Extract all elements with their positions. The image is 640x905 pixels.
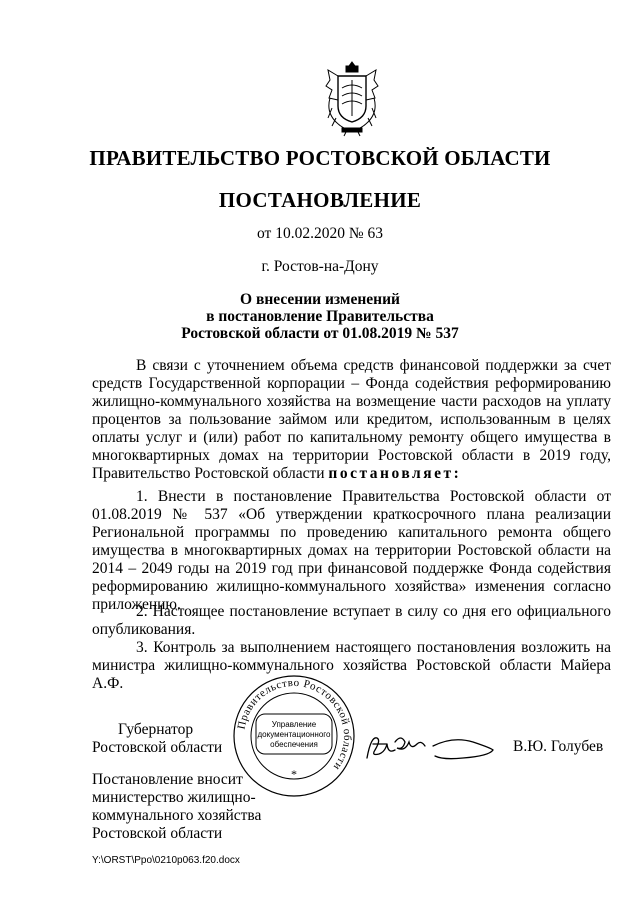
preamble-text: В связи с уточнением объема средств финансовой поддержки за счет средств Государственной корпорации – Фонда содействия реформированию жилищно-коммунального хозяйства на возмещение части расходов на уплату процентов за пользование займом или кредитом, использованным в целях оплаты услуг и (или) работ по капитальному ремонту общего имущества в многоквартирных домах на территории Ростовской области в 2019 году, Правительство Ростовской области bbox=[92, 357, 611, 482]
city: г. Ростов-на-Дону bbox=[261, 258, 379, 275]
position-line: Губернатор bbox=[118, 721, 194, 738]
submitted-by-note bbox=[92, 771, 261, 843]
resolves-word: постановляет: bbox=[328, 465, 462, 482]
document-subject bbox=[0, 291, 640, 342]
preamble-paragraph bbox=[92, 357, 611, 483]
note-line: Ростовской области bbox=[92, 825, 223, 842]
file-path: Y:\ORST\Ppo\0210p063.f20.docx bbox=[92, 855, 240, 866]
subject-line: О внесении изменений bbox=[240, 291, 400, 308]
position-line: Ростовской области bbox=[92, 739, 223, 756]
item-1-paragraph: 1. Внести в постановление Правительства Ростовской области от 01.08.2019 № 537 «Об утверждении краткосрочного плана реализации Региональной программы по проведению капитального ремонта общего имущества в многоквартирных домах на территории Ростовской области на 2014 – 2049 годы на 2019 год при финансовой поддержке Фонда содействия реформированию жилищно-коммунального хозяйства» изменения согласно приложению. bbox=[92, 488, 611, 613]
government-title: ПРАВИТЕЛЬСТВО РОСТОВСКОЙ ОБЛАСТИ bbox=[89, 146, 551, 170]
signatory-name: В.Ю. Голубев bbox=[513, 738, 604, 755]
subject-line: в постановление Правительства bbox=[206, 308, 434, 325]
stamp-inner-line: документационного bbox=[257, 730, 331, 739]
stamp-star: * bbox=[291, 767, 297, 781]
date-and-number: от 10.02.2020 № 63 bbox=[257, 225, 383, 242]
note-line: министерство жилищно- bbox=[92, 789, 256, 806]
subject-line: Ростовской области от 01.08.2019 № 537 bbox=[181, 325, 459, 342]
stamp-inner-line: Управление bbox=[271, 720, 317, 729]
item-2-paragraph: 2. Настоящее постановление вступает в силу со дня его официального опубликования. bbox=[92, 603, 611, 638]
coat-of-arms-icon bbox=[322, 58, 382, 138]
note-line: Постановление вносит bbox=[92, 771, 243, 788]
stamp-inner-line: обеспечения bbox=[270, 740, 318, 749]
stamp-ring-text: Правительство Ростовской области bbox=[235, 676, 354, 773]
handwritten-signature bbox=[363, 728, 498, 764]
document-type: ПОСТАНОВЛЕНИЕ bbox=[218, 188, 422, 212]
item-3-paragraph: 3. Контроль за выполнением настоящего постановления возложить на министра жилищно-коммунального хозяйства Ростовской области Майера А.Ф. bbox=[92, 639, 611, 692]
signatory-position bbox=[92, 721, 222, 757]
note-line: коммунального хозяйства bbox=[92, 807, 262, 824]
